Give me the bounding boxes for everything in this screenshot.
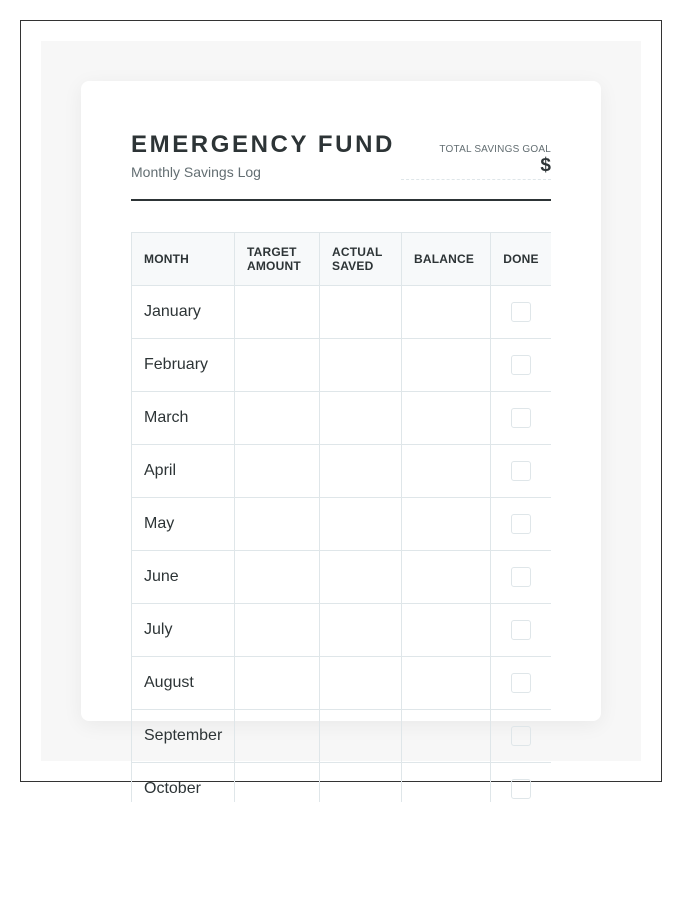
done-checkbox[interactable] [511,355,531,375]
done-cell [491,710,552,763]
balance-cell[interactable] [402,551,491,604]
actual-saved-cell[interactable] [320,763,402,803]
balance-cell[interactable] [402,498,491,551]
column-header-done: DONE [491,233,552,286]
month-cell: June [132,551,235,604]
done-cell [491,763,552,803]
target-amount-cell[interactable] [235,763,320,803]
month-cell: May [132,498,235,551]
target-amount-cell[interactable] [235,710,320,763]
actual-saved-cell[interactable] [320,339,402,392]
table-row [132,392,552,445]
done-cell [491,604,552,657]
done-cell [491,657,552,710]
actual-saved-cell[interactable] [320,392,402,445]
actual-saved-cell[interactable] [320,551,402,604]
balance-cell[interactable] [402,763,491,803]
month-cell: August [132,657,235,710]
actual-saved-cell[interactable] [320,710,402,763]
done-cell [491,551,552,604]
total-savings-goal[interactable] [401,144,551,180]
month-cell: January [132,286,235,339]
target-amount-cell[interactable] [235,392,320,445]
page-title: EMERGENCY FUND [131,131,395,158]
table-row [132,604,552,657]
balance-cell[interactable] [402,657,491,710]
target-amount-cell[interactable] [235,604,320,657]
actual-saved-cell[interactable] [320,498,402,551]
target-amount-cell[interactable] [235,339,320,392]
goal-value-field[interactable]: $ [540,155,551,176]
column-header-actual-saved: ACTUAL SAVED [320,233,402,286]
done-checkbox[interactable] [511,514,531,534]
balance-cell[interactable] [402,604,491,657]
actual-saved-cell[interactable] [320,604,402,657]
actual-saved-cell[interactable] [320,286,402,339]
table-row [132,286,552,339]
done-cell [491,445,552,498]
goal-label: TOTAL SAVINGS GOAL [439,144,551,155]
done-checkbox[interactable] [511,779,531,799]
done-cell [491,339,552,392]
month-cell: March [132,392,235,445]
table-row [132,763,552,803]
balance-cell[interactable] [402,339,491,392]
table-row [132,710,552,763]
done-cell [491,286,552,339]
done-checkbox[interactable] [511,567,531,587]
page-subtitle: Monthly Savings Log [131,164,261,180]
table-row [132,445,552,498]
done-checkbox[interactable] [511,673,531,693]
column-header-month: MONTH [132,233,235,286]
actual-saved-cell[interactable] [320,657,402,710]
done-checkbox[interactable] [511,620,531,640]
done-checkbox[interactable] [511,461,531,481]
table-row [132,339,552,392]
balance-cell[interactable] [402,286,491,339]
done-cell [491,498,552,551]
savings-table [131,232,551,802]
column-header-balance: BALANCE [402,233,491,286]
done-checkbox[interactable] [511,726,531,746]
target-amount-cell[interactable] [235,551,320,604]
table-row [132,551,552,604]
actual-saved-cell[interactable] [320,445,402,498]
month-cell: July [132,604,235,657]
balance-cell[interactable] [402,445,491,498]
target-amount-cell[interactable] [235,286,320,339]
done-checkbox[interactable] [511,302,531,322]
table-header-row [132,233,552,286]
savings-table-container [131,232,551,802]
target-amount-cell[interactable] [235,445,320,498]
header-divider [131,199,551,201]
table-row [132,498,552,551]
table-row [132,657,552,710]
month-cell: September [132,710,235,763]
balance-cell[interactable] [402,392,491,445]
balance-cell[interactable] [402,710,491,763]
done-cell [491,392,552,445]
target-amount-cell[interactable] [235,657,320,710]
done-checkbox[interactable] [511,408,531,428]
month-cell: February [132,339,235,392]
month-cell: April [132,445,235,498]
target-amount-cell[interactable] [235,498,320,551]
month-cell: October [132,763,235,803]
column-header-target-amount: TARGET AMOUNT [235,233,320,286]
